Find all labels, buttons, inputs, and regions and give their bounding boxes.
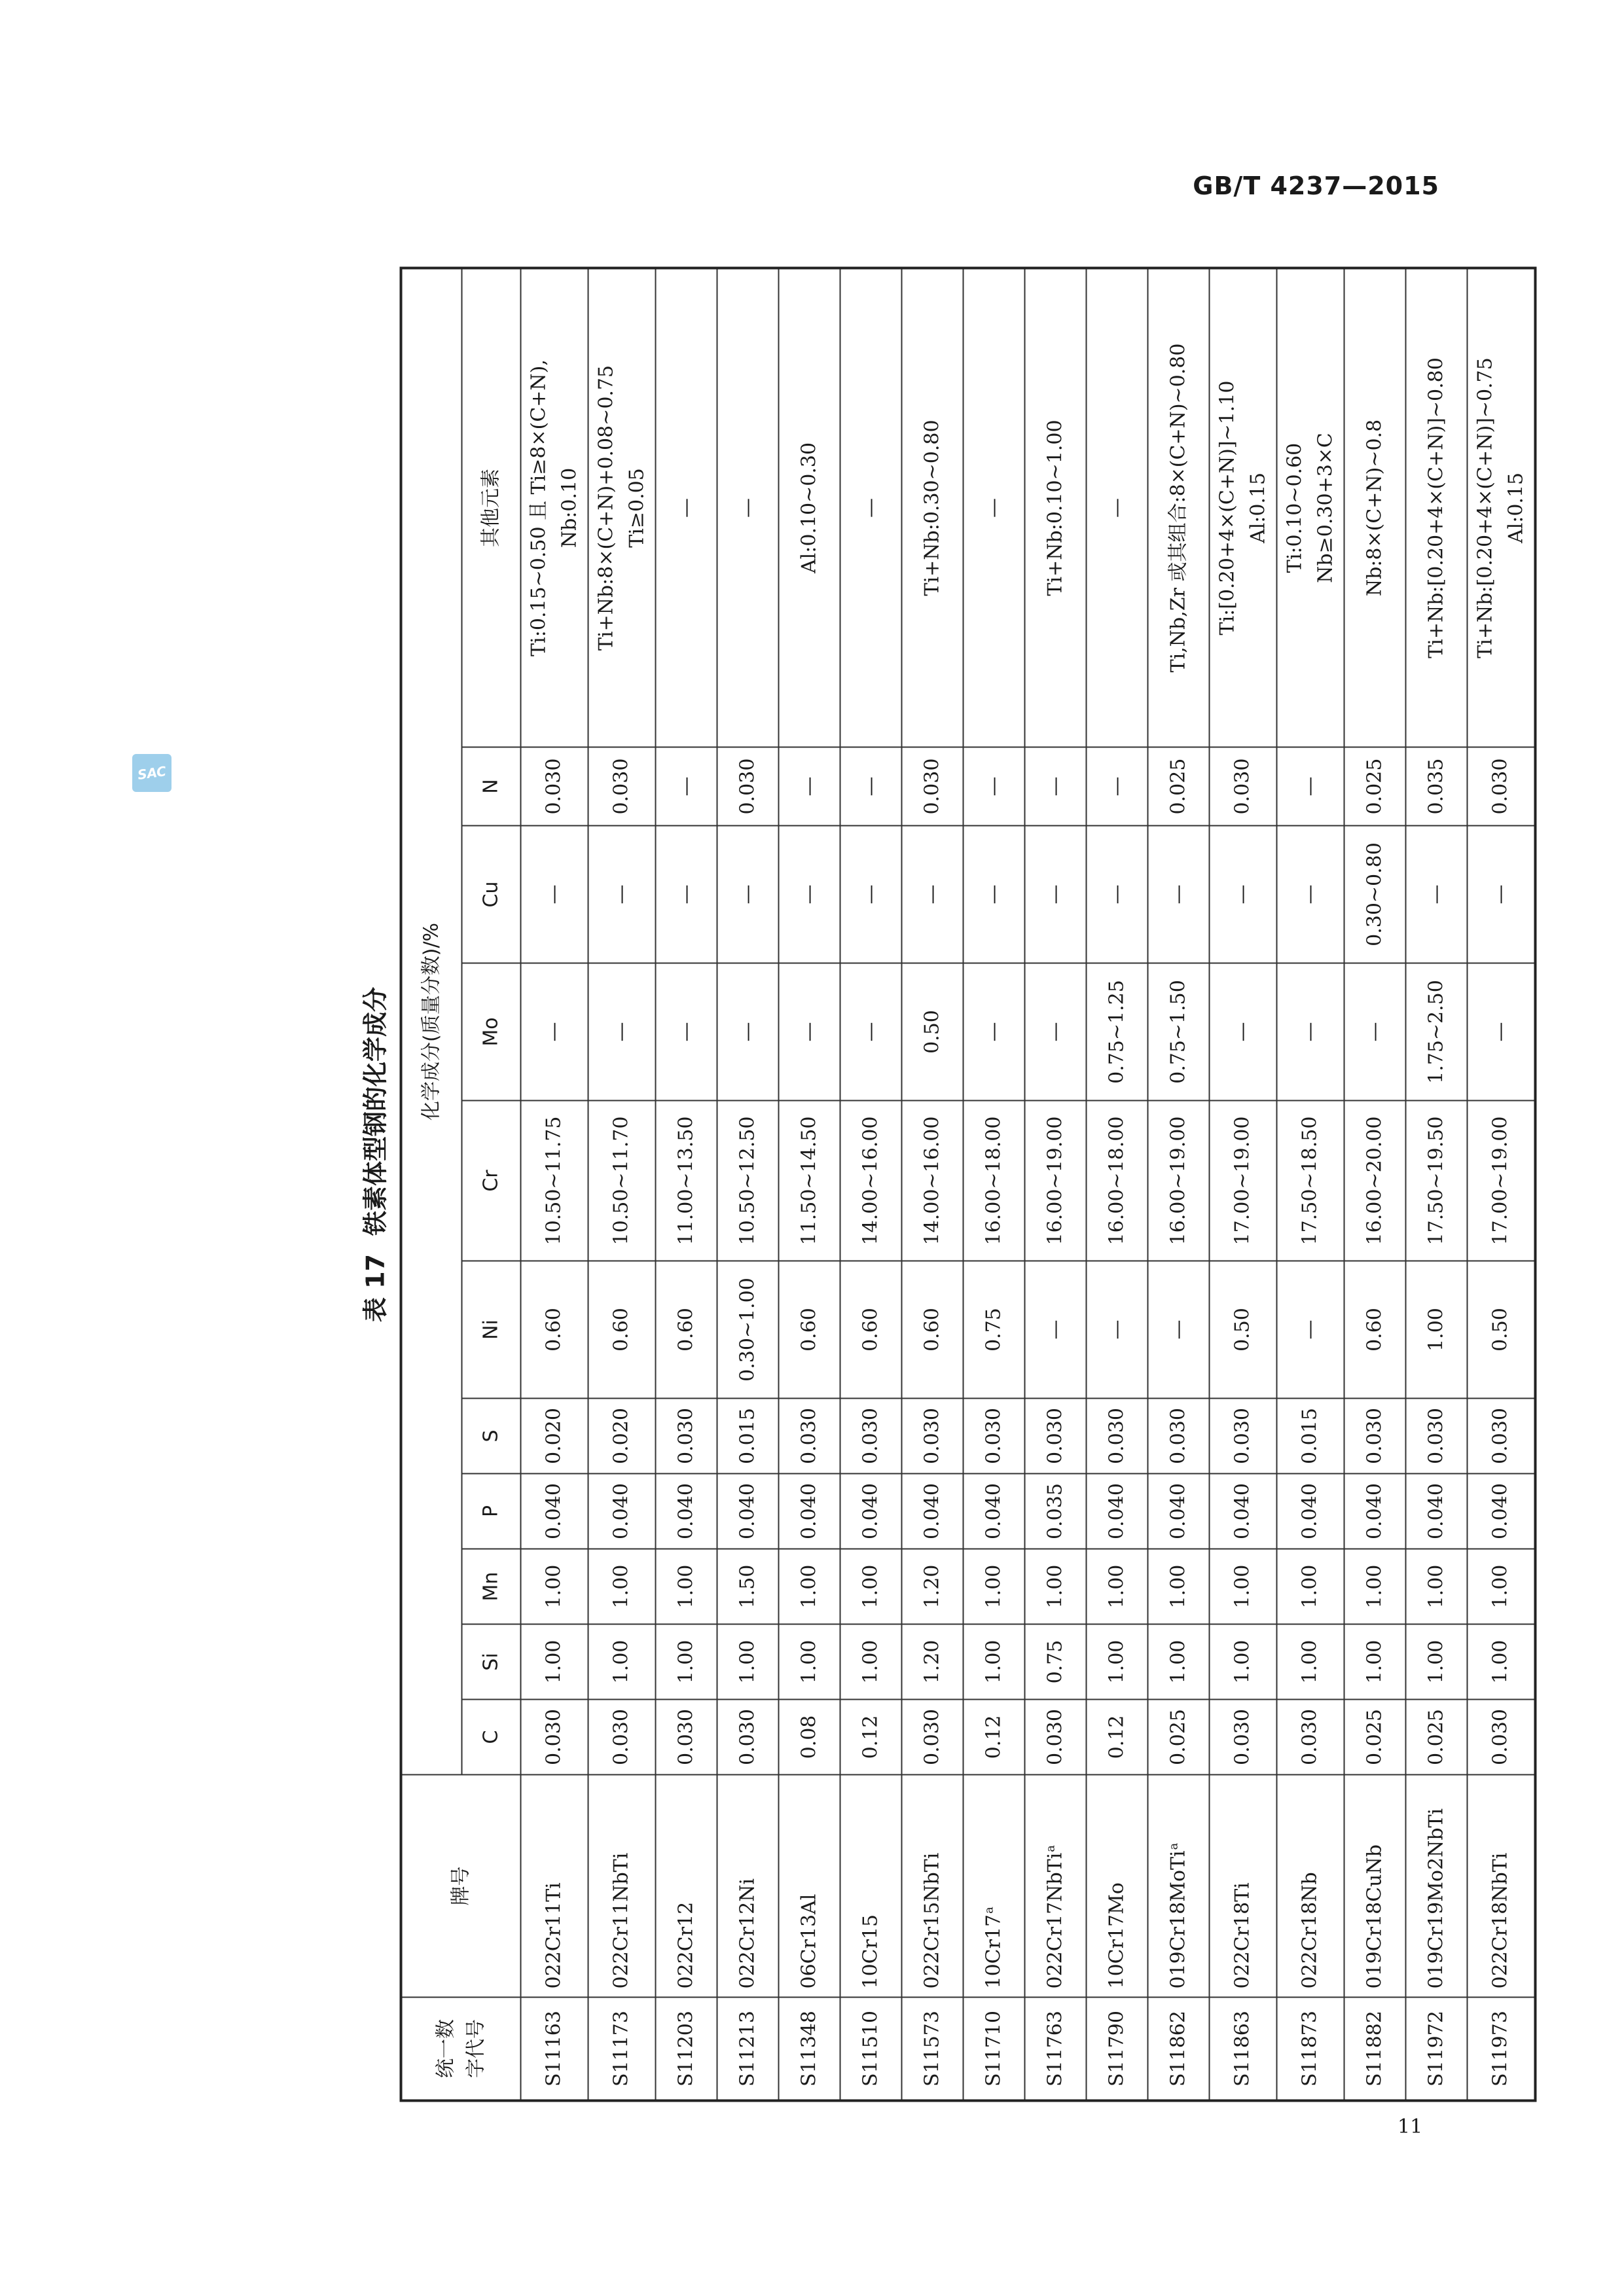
cell-cr: 17.00~19.00 — [1210, 1101, 1277, 1261]
cell-c: 0.030 — [521, 1700, 588, 1775]
cell-unified-code: S11882 — [1344, 1998, 1406, 2101]
cell-grade — [1344, 1775, 1406, 1998]
cell-si: 1.00 — [1210, 1624, 1277, 1700]
cell-cu: — — [1406, 826, 1468, 963]
other-elements-line: — — [674, 497, 698, 518]
cell-ni: 0.60 — [521, 1261, 588, 1399]
cell-c: 0.025 — [1344, 1700, 1406, 1775]
cell-mn: 1.00 — [656, 1549, 717, 1624]
grade-name: 10Cr17 — [982, 1914, 1005, 1989]
table-body — [521, 268, 1536, 2100]
cell-other-elements — [964, 268, 1025, 747]
cell-cr: 16.00~18.00 — [964, 1101, 1025, 1261]
cell-grade — [1468, 1775, 1536, 1998]
cell-cu: — — [717, 826, 779, 963]
cell-mo: — — [1025, 963, 1087, 1101]
cell-other-elements — [1210, 268, 1277, 747]
cell-grade — [717, 1775, 779, 1998]
cell-ni: — — [1025, 1261, 1087, 1399]
cell-cr: 14.00~16.00 — [902, 1101, 964, 1261]
cell-n: 0.030 — [717, 747, 779, 826]
grade-name: 022Cr17NbTi — [1043, 1852, 1067, 1989]
cell-c: 0.12 — [840, 1700, 902, 1775]
cell-c: 0.030 — [1468, 1700, 1536, 1775]
cell-mo: — — [964, 963, 1025, 1101]
table-row — [1468, 268, 1536, 2100]
cell-s: 0.030 — [840, 1399, 902, 1474]
cell-si: 1.00 — [1277, 1624, 1344, 1700]
other-elements-line: Nb:8×(C+N)~0.8 — [1363, 419, 1386, 597]
cell-s: 0.020 — [521, 1399, 588, 1474]
cell-si: 1.00 — [1087, 1624, 1148, 1700]
cell-unified-code: S11203 — [656, 1998, 717, 2101]
cell-grade — [1087, 1775, 1148, 1998]
table-row — [779, 268, 840, 2100]
cell-n: 0.025 — [1344, 747, 1406, 826]
cell-unified-code: S11213 — [717, 1998, 779, 2101]
cell-si: 1.00 — [1468, 1624, 1536, 1700]
cell-n: 0.035 — [1406, 747, 1468, 826]
cell-other-elements — [1468, 268, 1536, 747]
cell-si: 1.00 — [840, 1624, 902, 1700]
header-si: Si — [462, 1624, 521, 1700]
cell-p: 0.040 — [1210, 1474, 1277, 1549]
cell-unified-code: S11573 — [902, 1998, 964, 2101]
cell-ni: 0.60 — [779, 1261, 840, 1399]
cell-mn: 1.00 — [1406, 1549, 1468, 1624]
grade-name: 022Cr18Ti — [1231, 1882, 1254, 1989]
footnote-marker: a — [1166, 1842, 1181, 1850]
cell-other-elements — [1148, 268, 1210, 747]
cell-s: 0.030 — [1468, 1399, 1536, 1474]
header-cr: Cr — [462, 1101, 521, 1261]
grade-name: 022Cr11NbTi — [609, 1852, 633, 1989]
cell-cr: 10.50~12.50 — [717, 1101, 779, 1261]
cell-c: 0.030 — [717, 1700, 779, 1775]
other-elements-line: Ti+Nb:[0.20+4×(C+N)]~0.75 — [1473, 357, 1497, 658]
cell-unified-code: S11763 — [1025, 1998, 1087, 2101]
cell-grade — [779, 1775, 840, 1998]
cell-ni: 0.50 — [1468, 1261, 1536, 1399]
cell-cu: — — [1210, 826, 1277, 963]
header-mn: Mn — [462, 1549, 521, 1624]
cell-cu: — — [1025, 826, 1087, 963]
table-caption — [336, 188, 400, 2122]
cell-p: 0.035 — [1025, 1474, 1087, 1549]
other-elements-line: — — [859, 497, 882, 518]
header-composition-group: 化学成分(质量分数)/% — [401, 268, 462, 1774]
header-grade: 牌号 — [401, 1775, 521, 1998]
cell-cr: 11.00~13.50 — [656, 1101, 717, 1261]
table-row — [656, 268, 717, 2100]
cell-p: 0.040 — [1277, 1474, 1344, 1549]
cell-s: 0.030 — [1406, 1399, 1468, 1474]
cell-s: 0.015 — [1277, 1399, 1344, 1474]
other-elements-line: Al:0.10~0.30 — [797, 442, 821, 574]
cell-mn: 1.00 — [1148, 1549, 1210, 1624]
cell-cr: 17.50~19.50 — [1406, 1101, 1468, 1261]
cell-cu: — — [964, 826, 1025, 963]
cell-n: — — [1087, 747, 1148, 826]
cell-si: 1.00 — [779, 1624, 840, 1700]
cell-n: 0.030 — [902, 747, 964, 826]
cell-p: 0.040 — [779, 1474, 840, 1549]
cell-s: 0.030 — [964, 1399, 1025, 1474]
composition-table — [400, 266, 1537, 2102]
other-elements-line: Ti:0.10~0.60 — [1283, 442, 1307, 573]
cell-mn: 1.00 — [521, 1549, 588, 1624]
cell-mo: — — [717, 963, 779, 1101]
other-elements-line: Ti:[0.20+4×(C+N)]~1.10 — [1216, 380, 1239, 636]
cell-mo: 1.75~2.50 — [1406, 963, 1468, 1101]
cell-other-elements — [588, 268, 656, 747]
cell-mn: 1.00 — [964, 1549, 1025, 1624]
grade-name: 022Cr11Ti — [542, 1882, 566, 1989]
cell-s: 0.030 — [902, 1399, 964, 1474]
cell-mn: 1.00 — [779, 1549, 840, 1624]
cell-p: 0.040 — [1344, 1474, 1406, 1549]
sac-watermark-logo: SAC — [132, 754, 171, 792]
cell-c: 0.030 — [656, 1700, 717, 1775]
cell-mn: 1.00 — [1277, 1549, 1344, 1624]
cell-other-elements — [840, 268, 902, 747]
cell-s: 0.030 — [1210, 1399, 1277, 1474]
cell-mo: — — [1210, 963, 1277, 1101]
header-unified-code: 统一数 字代号 — [401, 1998, 521, 2101]
cell-n: — — [656, 747, 717, 826]
cell-mo: — — [588, 963, 656, 1101]
cell-other-elements — [1025, 268, 1087, 747]
cell-cu: — — [656, 826, 717, 963]
cell-p: 0.040 — [656, 1474, 717, 1549]
cell-c: 0.12 — [964, 1700, 1025, 1775]
cell-ni: 1.00 — [1406, 1261, 1468, 1399]
cell-mo: 0.50 — [902, 963, 964, 1101]
cell-si: 1.00 — [588, 1624, 656, 1700]
cell-unified-code: S11862 — [1148, 1998, 1210, 2101]
table-row — [964, 268, 1025, 2100]
cell-grade — [588, 1775, 656, 1998]
cell-c: 0.030 — [1210, 1700, 1277, 1775]
cell-unified-code: S11873 — [1277, 1998, 1344, 2101]
cell-c: 0.030 — [1277, 1700, 1344, 1775]
cell-cu: — — [521, 826, 588, 963]
cell-cr: 10.50~11.70 — [588, 1101, 656, 1261]
cell-n: 0.025 — [1148, 747, 1210, 826]
footnote-marker: a — [1043, 1844, 1058, 1852]
other-elements-line: Al:0.15 — [1246, 472, 1269, 544]
table-row — [1087, 268, 1148, 2100]
cell-cr: 10.50~11.75 — [521, 1101, 588, 1261]
cell-c: 0.030 — [902, 1700, 964, 1775]
cell-unified-code: S11348 — [779, 1998, 840, 2101]
cell-grade — [656, 1775, 717, 1998]
cell-cu: — — [902, 826, 964, 963]
cell-cu: — — [779, 826, 840, 963]
cell-s: 0.020 — [588, 1399, 656, 1474]
cell-ni: 0.50 — [1210, 1261, 1277, 1399]
cell-grade — [964, 1775, 1025, 1998]
cell-ni: 0.60 — [840, 1261, 902, 1399]
cell-cr: 17.50~18.50 — [1277, 1101, 1344, 1261]
cell-mo: — — [1277, 963, 1344, 1101]
other-elements-line: Al:0.15 — [1504, 472, 1527, 544]
cell-mo: — — [779, 963, 840, 1101]
cell-grade — [902, 1775, 964, 1998]
cell-other-elements — [1087, 268, 1148, 747]
cell-cu: — — [1468, 826, 1536, 963]
cell-unified-code: S11173 — [588, 1998, 656, 2101]
cell-cr: 16.00~18.00 — [1087, 1101, 1148, 1261]
cell-s: 0.030 — [1087, 1399, 1148, 1474]
cell-cr: 16.00~19.00 — [1025, 1101, 1087, 1261]
cell-si: 1.00 — [521, 1624, 588, 1700]
cell-cu: — — [1148, 826, 1210, 963]
cell-mo: — — [656, 963, 717, 1101]
cell-n: — — [1277, 747, 1344, 826]
cell-mo: — — [1468, 963, 1536, 1101]
cell-n: 0.030 — [1210, 747, 1277, 826]
cell-grade — [1210, 1775, 1277, 1998]
cell-ni: — — [1087, 1261, 1148, 1399]
cell-si: 0.75 — [1025, 1624, 1087, 1700]
cell-ni: — — [1148, 1261, 1210, 1399]
cell-p: 0.040 — [1406, 1474, 1468, 1549]
cell-n: — — [964, 747, 1025, 826]
header-p: P — [462, 1474, 521, 1549]
cell-p: 0.040 — [902, 1474, 964, 1549]
header-mo: Mo — [462, 963, 521, 1101]
grade-name: 10Cr17Mo — [1105, 1882, 1128, 1989]
cell-unified-code: S11863 — [1210, 1998, 1277, 2101]
cell-ni: 0.60 — [656, 1261, 717, 1399]
other-elements-line: Ti+Nb:0.30~0.80 — [920, 420, 944, 596]
cell-ni: 0.60 — [1344, 1261, 1406, 1399]
grade-name: 019Cr18CuNb — [1363, 1844, 1386, 1989]
cell-p: 0.040 — [521, 1474, 588, 1549]
table-title: 铁素体型钢的化学成分 — [361, 986, 390, 1236]
cell-mo: — — [1344, 963, 1406, 1101]
cell-other-elements — [656, 268, 717, 747]
other-elements-line: Nb≥0.30+3×C — [1314, 433, 1337, 583]
cell-cr: 16.00~20.00 — [1344, 1101, 1406, 1261]
other-elements-line: Ti:0.15~0.50 且 Ti≥8×(C+N), — [527, 359, 550, 656]
cell-c: 0.025 — [1148, 1700, 1210, 1775]
table-row — [1344, 268, 1406, 2100]
table-row — [840, 268, 902, 2100]
table-row — [1277, 268, 1344, 2100]
cell-mn: 1.00 — [588, 1549, 656, 1624]
cell-p: 0.040 — [717, 1474, 779, 1549]
grade-name: 022Cr12 — [674, 1901, 698, 1989]
cell-si: 1.00 — [656, 1624, 717, 1700]
cell-n: — — [779, 747, 840, 826]
cell-s: 0.030 — [1344, 1399, 1406, 1474]
cell-cr: 14.00~16.00 — [840, 1101, 902, 1261]
cell-si: 1.00 — [717, 1624, 779, 1700]
header-ni: Ni — [462, 1261, 521, 1399]
other-elements-line: Ti+Nb:8×(C+N)+0.08~0.75 — [594, 365, 618, 651]
cell-si: 1.00 — [1406, 1624, 1468, 1700]
cell-p: 0.040 — [1148, 1474, 1210, 1549]
cell-cu: — — [588, 826, 656, 963]
cell-c: 0.030 — [588, 1700, 656, 1775]
other-elements-line: Ti,Nb,Zr 或其组合:8×(C+N)~0.80 — [1166, 343, 1190, 673]
cell-ni: — — [1277, 1261, 1344, 1399]
cell-s: 0.030 — [1148, 1399, 1210, 1474]
cell-cu: — — [840, 826, 902, 963]
cell-p: 0.040 — [1468, 1474, 1536, 1549]
cell-grade — [1148, 1775, 1210, 1998]
other-elements-line: Ti+Nb:[0.20+4×(C+N)]~0.80 — [1424, 357, 1448, 658]
cell-si: 1.00 — [964, 1624, 1025, 1700]
grade-name: 022Cr18Nb — [1298, 1872, 1322, 1989]
cell-si: 1.20 — [902, 1624, 964, 1700]
cell-mn: 1.00 — [1087, 1549, 1148, 1624]
grade-name: 022Cr18NbTi — [1489, 1852, 1512, 1989]
cell-cr: 17.00~19.00 — [1468, 1101, 1536, 1261]
cell-mo: — — [521, 963, 588, 1101]
table-row — [1025, 268, 1087, 2100]
cell-grade — [1406, 1775, 1468, 1998]
cell-grade — [1277, 1775, 1344, 1998]
cell-grade — [1025, 1775, 1087, 1998]
grade-name: 019Cr19Mo2NbTi — [1424, 1808, 1448, 1989]
other-elements-line: Ti≥0.05 — [625, 468, 648, 548]
cell-s: 0.015 — [717, 1399, 779, 1474]
grade-name: 10Cr15 — [859, 1914, 882, 1989]
cell-unified-code: S11973 — [1468, 1998, 1536, 2101]
cell-n: 0.030 — [588, 747, 656, 826]
cell-grade — [840, 1775, 902, 1998]
cell-unified-code: S11710 — [964, 1998, 1025, 2101]
cell-mn: 1.00 — [1025, 1549, 1087, 1624]
cell-mn: 1.00 — [840, 1549, 902, 1624]
cell-c: 0.025 — [1406, 1700, 1468, 1775]
cell-other-elements — [1406, 268, 1468, 747]
table-row — [588, 268, 656, 2100]
rotated-table-block — [336, 188, 1527, 2122]
cell-si: 1.00 — [1344, 1624, 1406, 1700]
other-elements-line: — — [736, 497, 759, 518]
cell-ni: 0.30~1.00 — [717, 1261, 779, 1399]
cell-n: 0.030 — [1468, 747, 1536, 826]
cell-n: — — [1025, 747, 1087, 826]
cell-other-elements — [779, 268, 840, 747]
cell-p: 0.040 — [840, 1474, 902, 1549]
page-number: 11 — [1398, 2115, 1423, 2138]
cell-mn: 1.00 — [1344, 1549, 1406, 1624]
cell-ni: 0.60 — [902, 1261, 964, 1399]
header-n: N — [462, 747, 521, 826]
cell-other-elements — [717, 268, 779, 747]
cell-cr: 16.00~19.00 — [1148, 1101, 1210, 1261]
cell-cu: 0.30~0.80 — [1344, 826, 1406, 963]
cell-unified-code: S11972 — [1406, 1998, 1468, 2101]
cell-cu: — — [1277, 826, 1344, 963]
grade-name: 022Cr12Ni — [736, 1878, 759, 1989]
footnote-marker: a — [982, 1907, 996, 1914]
header-other-elements: 其他元素 — [462, 268, 521, 747]
table-row — [1148, 268, 1210, 2100]
cell-unified-code: S11510 — [840, 1998, 902, 2101]
cell-mn: 1.00 — [1210, 1549, 1277, 1624]
cell-other-elements — [1344, 268, 1406, 747]
cell-other-elements — [1277, 268, 1344, 747]
cell-mo: 0.75~1.50 — [1148, 963, 1210, 1101]
grade-name: 019Cr18MoTi — [1166, 1850, 1190, 1989]
cell-s: 0.030 — [656, 1399, 717, 1474]
other-elements-line: Nb:0.10 — [558, 467, 581, 548]
cell-unified-code: S11790 — [1087, 1998, 1148, 2101]
other-elements-line: — — [1105, 497, 1128, 518]
header-c: C — [462, 1700, 521, 1775]
cell-unified-code: S11163 — [521, 1998, 588, 2101]
table-row — [1210, 268, 1277, 2100]
other-elements-line: Ti+Nb:0.10~1.00 — [1043, 420, 1067, 596]
grade-name: 06Cr13Al — [797, 1893, 821, 1989]
cell-s: 0.030 — [1025, 1399, 1087, 1474]
cell-mo: — — [840, 963, 902, 1101]
table-row — [1406, 268, 1468, 2100]
cell-ni: 0.60 — [588, 1261, 656, 1399]
cell-si: 1.00 — [1148, 1624, 1210, 1700]
table-row — [521, 268, 588, 2100]
cell-s: 0.030 — [779, 1399, 840, 1474]
standard-number: GB/T 4237—2015 — [1193, 171, 1439, 200]
header-s: S — [462, 1399, 521, 1474]
header-cu: Cu — [462, 826, 521, 963]
cell-c: 0.030 — [1025, 1700, 1087, 1775]
cell-p: 0.040 — [588, 1474, 656, 1549]
cell-c: 0.12 — [1087, 1700, 1148, 1775]
cell-mn: 1.20 — [902, 1549, 964, 1624]
cell-p: 0.040 — [964, 1474, 1025, 1549]
other-elements-line: — — [982, 497, 1005, 518]
cell-mo: 0.75~1.25 — [1087, 963, 1148, 1101]
cell-grade — [521, 1775, 588, 1998]
cell-c: 0.08 — [779, 1700, 840, 1775]
cell-p: 0.040 — [1087, 1474, 1148, 1549]
cell-other-elements — [521, 268, 588, 747]
cell-mn: 1.00 — [1468, 1549, 1536, 1624]
cell-n: — — [840, 747, 902, 826]
cell-cu: — — [1087, 826, 1148, 963]
cell-ni: 0.75 — [964, 1261, 1025, 1399]
table-row — [717, 268, 779, 2100]
cell-other-elements — [902, 268, 964, 747]
table-number: 表 17 — [361, 1253, 390, 1323]
cell-n: 0.030 — [521, 747, 588, 826]
grade-name: 022Cr15NbTi — [920, 1852, 944, 1989]
table-row — [902, 268, 964, 2100]
cell-mn: 1.50 — [717, 1549, 779, 1624]
cell-cr: 11.50~14.50 — [779, 1101, 840, 1261]
